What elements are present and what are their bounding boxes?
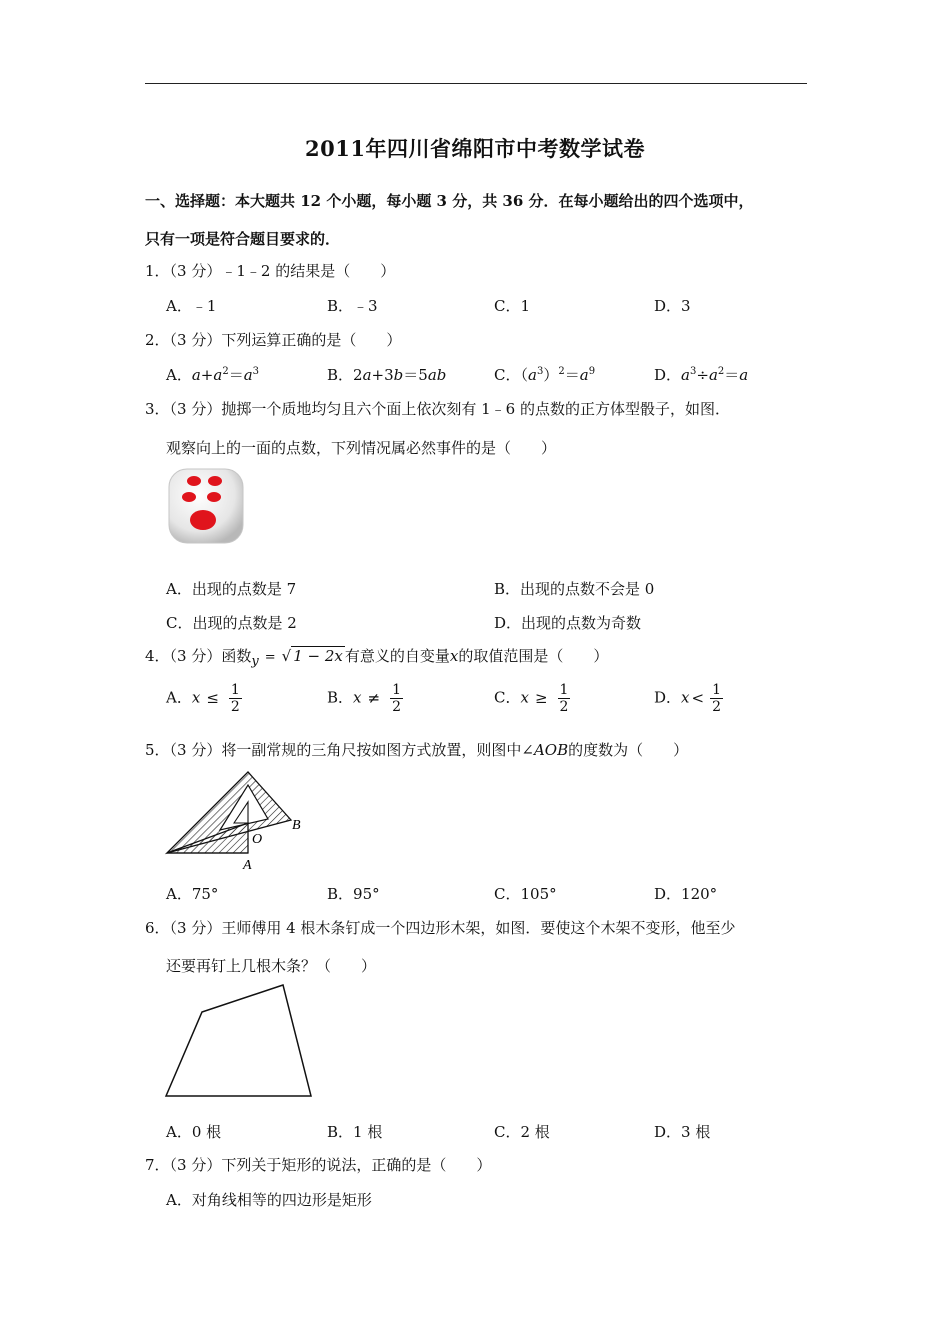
q1-option-d: D．3 (654, 297, 691, 315)
q3-option-a: A．出现的点数是 7 (166, 580, 297, 598)
section-heading-line1: 一、选择题：本大题共 12 个小题，每小题 3 分，共 36 分．在每小题给出的四个选项中， (145, 192, 754, 210)
q2-option-b: B．2a+3b＝5ab (327, 366, 447, 384)
q4-option-a: A．x ≤ $\frac{1}{2}$ (166, 682, 240, 715)
q3-option-d: D．出现的点数为奇数 (494, 614, 642, 632)
q2-option-d: D．$a^3\div a^2=a$ (654, 366, 749, 384)
dice-figure (166, 465, 248, 547)
q3-stem-line2: 观察向上的一面的点数，下列情况属必然事件的是（ ） (166, 439, 557, 457)
q6-option-b: B．1 根 (327, 1123, 383, 1141)
q5-option-d: D．120° (654, 885, 718, 903)
q1-option-a: A．﹣1 (166, 297, 217, 315)
q6-stem-line1: 6．（3 分）王师傅用 4 根木条钉成一个四边形木架，如图．要使这个木架不变形，他至少 (145, 919, 736, 937)
q6-option-c: C．2 根 (494, 1123, 550, 1141)
label-b: B (292, 818, 301, 833)
label-o: O (252, 832, 263, 847)
q2-option-c: C．$(a^3)^2=a^9$ (494, 366, 596, 384)
q4-option-c: C．x ≥ $\frac{1}{2}$ (494, 682, 569, 715)
quadrilateral-figure (160, 980, 320, 1102)
label-a: A (243, 858, 252, 872)
q5-option-b: B．95° (327, 885, 380, 903)
q1-option-b: B．﹣3 (327, 297, 378, 315)
q5-option-a: A．75° (166, 885, 219, 903)
triangle-rulers-figure (164, 766, 314, 872)
q6-stem-line2: 还要再钉上几根木条？（ ） (166, 957, 377, 975)
q1-option-c: C．1 (494, 297, 531, 315)
q2-option-a: A．$a+a^2=a^3$ (166, 366, 260, 384)
section-heading-line2: 只有一项是符合题目要求的． (145, 230, 341, 248)
q5-option-c: C．105° (494, 885, 557, 903)
q3-option-b: B．出现的点数不会是 0 (494, 580, 655, 598)
q4-stem: 4．（3 分）函数y = √ 1 − 2x 有意义的自变量x的取值范围是（ ） (145, 647, 609, 669)
q4-option-b: B．x ≠ $\frac{1}{2}$ (327, 682, 401, 715)
q5-stem: 5．（3 分）将一副常规的三角尺按如图方式放置，则图中∠AOB的度数为（ ） (145, 741, 689, 759)
q7-stem: 7．（3 分）下列关于矩形的说法，正确的是（ ） (145, 1156, 492, 1174)
page-title: 2011年四川省绵阳市中考数学试卷 (305, 136, 645, 161)
q6-option-d: D．3 根 (654, 1123, 711, 1141)
q6-option-a: A．0 根 (166, 1123, 222, 1141)
q2-stem: 2．（3 分）下列运算正确的是（ ） (145, 331, 402, 349)
header-rule (145, 83, 807, 84)
q1-stem: 1．（3 分）﹣1﹣2 的结果是（ ） (145, 262, 396, 280)
q3-option-c: C．出现的点数是 2 (166, 614, 297, 632)
q4-option-d: D．x < $\frac{1}{2}$ (654, 682, 721, 715)
q7-option-a: A．对角线相等的四边形是矩形 (166, 1191, 372, 1209)
q3-stem-line1: 3．（3 分）抛掷一个质地均匀且六个面上依次刻有 1﹣6 的点数的正方体型骰子，如图． (145, 400, 730, 418)
